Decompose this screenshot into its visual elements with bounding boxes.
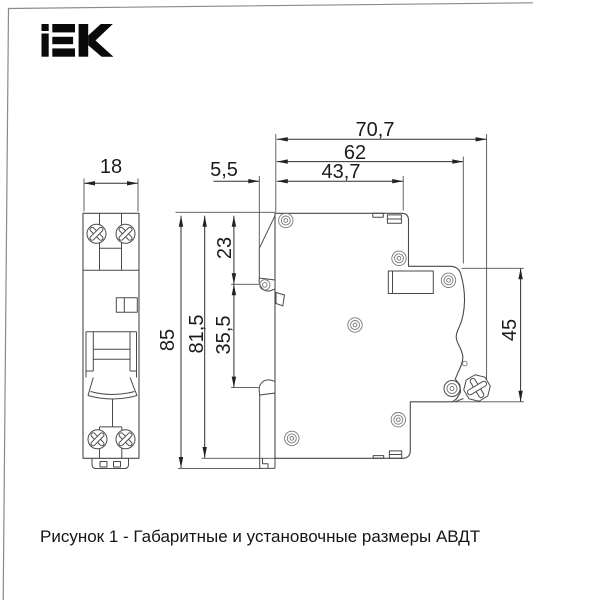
dim-label-43-7: 43,7 xyxy=(321,161,361,183)
dim-label-35-5: 35,5 xyxy=(213,315,235,355)
dim-label-70-7: 70,7 xyxy=(355,119,395,141)
dim-label-18: 18 xyxy=(99,156,123,178)
figure-caption: Рисунок 1 - Габаритные и установочные размеры АВДТ xyxy=(40,527,481,546)
iek-logo xyxy=(42,24,114,57)
front-view xyxy=(83,213,139,468)
dim-label-5-5: 5,5 xyxy=(210,159,238,181)
dim-label-62: 62 xyxy=(343,142,367,164)
dim-label-23: 23 xyxy=(214,236,236,260)
dim-label-45: 45 xyxy=(499,318,521,342)
dim-label-81-5: 81,5 xyxy=(186,314,208,354)
dim-label-85: 85 xyxy=(157,328,179,352)
front-foot-detail xyxy=(92,458,129,468)
side-view xyxy=(259,213,492,468)
